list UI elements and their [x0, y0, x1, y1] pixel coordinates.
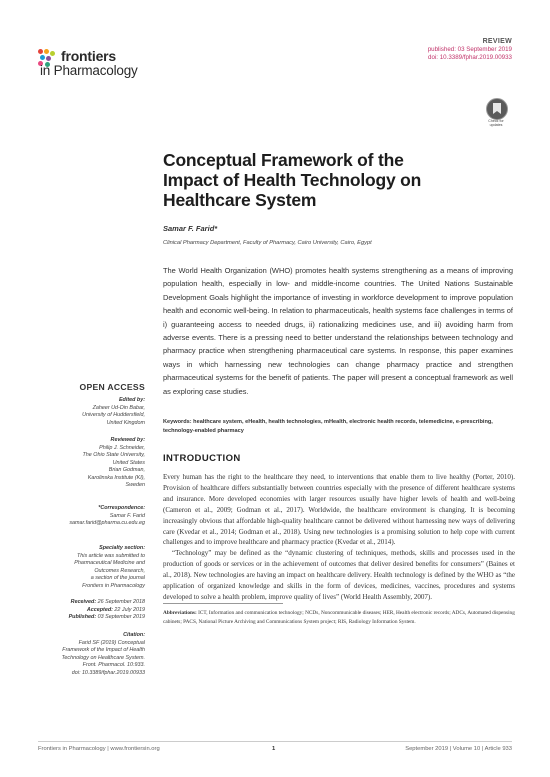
abbreviations-label: Abbreviations:	[163, 610, 197, 616]
abbreviations-text: ICT, Information and communication technology; NCDs, Noncommunicable diseases; HER, Health electronic records; ADCs, Automated dispensing cabinets; PACS, National Picture Archiving and Communications System project; RIS, Radiology Information System.	[163, 610, 515, 625]
received-label: Received:	[70, 599, 97, 605]
accepted-label: Accepted:	[86, 606, 113, 613]
published-date-side: 03 September 2019	[97, 614, 145, 620]
journal-logo-subtitle: in Pharmacology	[40, 63, 138, 78]
citation-line: doi: 10.3389/fphar.2019.00933	[71, 669, 145, 676]
introduction-body	[163, 472, 515, 603]
editor-line: University of Huddersfield,	[82, 412, 145, 418]
footer-issue-info: September 2019 | Volume 10 | Article 933	[405, 746, 512, 752]
specialty-line: Outcomes Research,	[94, 567, 145, 574]
journal-logo-word: frontiers	[61, 48, 116, 64]
published-date: published: 03 September 2019	[427, 46, 512, 53]
reviewer-line: The Ohio State University,	[82, 452, 145, 458]
keywords	[163, 418, 515, 435]
footer-journal-link[interactable]: Frontiers in Pharmacology | www.frontiersin.org	[38, 746, 160, 752]
reviewer-line: Brian Godman,	[108, 467, 145, 473]
correspondence-email[interactable]: samar.farid@pharma.cu.edu.eg	[69, 520, 145, 526]
intro-paragraph-2: “Technology” may be defined as the “dynamic clustering of techniques, methods, skills and processes used in the production of goods or services or in the achievement of outcomes that deliver desired benefits for consumers” (Baines et al., 2018). New technologies are having an impact on healthcare delivery. Health technology is defined by the WHO as “the application of organized knowledge and skills in the form of devices, medicines, vaccines, procedures and systems developed to solve a health problem, improve quality of lives” (World Health Assembly, 2007).	[163, 549, 515, 601]
citation-line: Technology on Healthcare System.	[61, 654, 145, 661]
intro-paragraph-1: Every human has the right to the healthcare they need, to interventions that enable them to live healthy (Porter, 2010). Provision of healthcare differs substantially between countries especially with the presence of different healthcare systems and insurance. More developed economies with larger resources usually have higher levels of health and well-being (Cameron et al., 2009; Godman et al., 2017). Worldwide, the healthcare environment is changing. It is becoming increasingly obvious that affordable high-quality healthcare cannot be delivered without harnessing new ways of delivering care (Kvedar et al., 2014; Godman et al., 2018). Using new technologies is a promising solution to help cope with current challenges and to improve healthcare and pharmacy practice (Kvedar et al., 2014).	[163, 473, 515, 547]
citation-label: Citation:	[123, 632, 145, 638]
doi-link[interactable]: doi: 10.3389/fphar.2019.00933	[428, 53, 512, 61]
check-for-updates-badge[interactable]	[484, 98, 508, 128]
section-heading-introduction: INTRODUCTION	[163, 453, 241, 464]
reviewed-by-label: Reviewed by:	[110, 437, 145, 443]
reviewed-by-block	[20, 437, 145, 490]
dates-block	[20, 599, 145, 622]
correspondence-name: Samar F. Farid	[109, 512, 145, 519]
edited-by-label: Edited by:	[118, 397, 145, 403]
editor-line: Zaheer Ud-Din Babar,	[92, 404, 145, 411]
specialty-label: Specialty section:	[99, 545, 145, 551]
abbreviations-note	[163, 609, 515, 627]
footer-divider	[38, 741, 512, 742]
correspondence-label: *Correspondence:	[98, 505, 145, 511]
page-number: 1	[272, 746, 276, 752]
check-updates-icon	[486, 98, 508, 120]
citation-line: Front. Pharmacol. 10:933.	[82, 662, 145, 668]
author-affiliation: Clinical Pharmacy Department, Faculty of Pharmacy, Cairo University, Cairo, Egypt	[163, 240, 372, 246]
footnote-divider	[163, 603, 283, 604]
article-type-label: REVIEW	[482, 38, 512, 45]
author-name[interactable]: Samar F. Farid*	[163, 224, 218, 233]
open-access-label: OPEN ACCESS	[79, 382, 145, 392]
citation-block	[20, 632, 145, 677]
specialty-line: This article was submitted to	[76, 552, 145, 559]
editor-line: United Kingdom	[106, 419, 145, 426]
specialty-line: a section of the journal	[90, 575, 145, 581]
article-title: Conceptual Framework of the Impact of Health Technology on Healthcare System	[163, 150, 422, 210]
correspondence-block	[20, 505, 145, 528]
reviewer-line: United States	[112, 459, 145, 466]
reviewer-line: Karolinska Institute (KI),	[87, 474, 145, 481]
citation-line: Farid SF (2019) Conceptual	[78, 639, 145, 646]
abstract: The World Health Organization (WHO) promotes health systems strengthening as a means of improving population health, especially in low- and middle-income countries. The United Nations Sustainable Development Goals highlight the importance of investing in workforce development to improve population health and economic well-being. In relation to pharmaceuticals, health systems face challenges in terms of i) guaranteeing access to needed drugs, ii) rationalizing medicines use, and iii) avoiding harm from adverse events. There is a pressing need to better understand the relationships between technology and pharmacy practice when strengthening pharmaceutical care systems. In response, this paper examines ways in which harnessing new technologies can change pharmacy practice and strengthen pharmaceutical systems for the benefit of patients. The paper will present a conceptual framework as well as exploring case studies.	[163, 266, 513, 396]
edited-by-block	[20, 397, 145, 427]
accepted-date: 22 July 2019	[114, 606, 145, 613]
specialty-line: Frontiers in Pharmacology	[82, 582, 145, 589]
check-updates-label: Check for updates	[488, 119, 504, 127]
reviewer-line: Sweden	[125, 482, 145, 488]
received-date: 26 September 2018	[97, 599, 145, 605]
published-label: Published:	[68, 614, 97, 620]
reviewer-line: Philip J. Schneider,	[99, 444, 145, 451]
citation-line: Framework of the Impact of Health	[62, 647, 145, 653]
specialty-line: Pharmaceutical Medicine and	[74, 560, 145, 566]
specialty-section-block	[20, 545, 145, 590]
keywords-list: healthcare system, eHealth, health technologies, mHealth, electronic health records, telemedicine, e-prescribing, technology-enabled pharmacy	[163, 419, 493, 434]
keywords-label: Keywords:	[163, 419, 192, 425]
